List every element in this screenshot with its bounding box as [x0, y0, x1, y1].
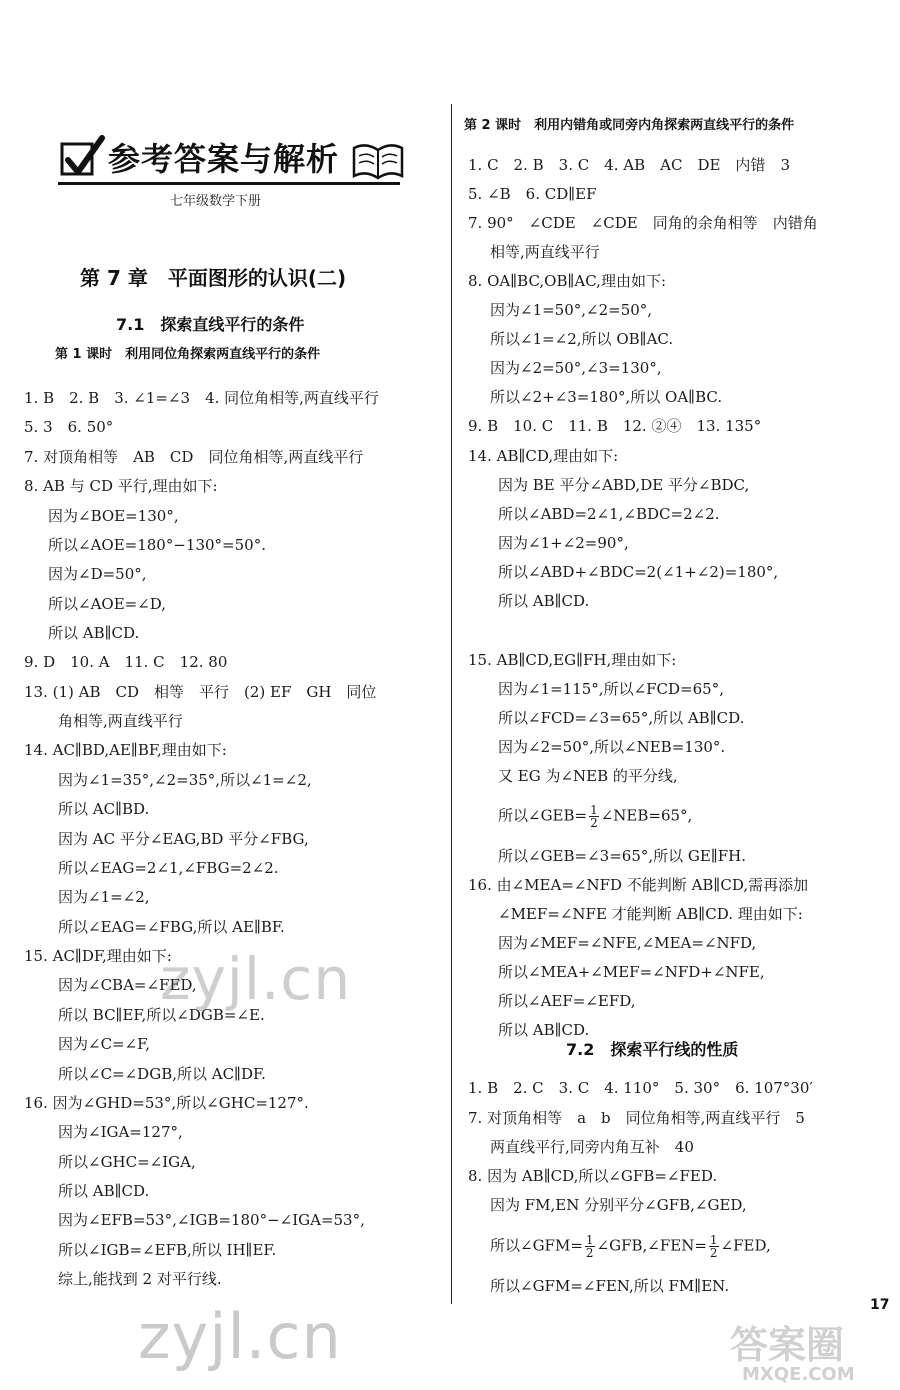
- answer-line: 因为∠EFB=53°,∠IGB=180°−∠IGA=53°,: [58, 1211, 365, 1229]
- answer-line: 16. 由∠MEA=∠NFD 不能判断 AB∥CD,需再添加: [468, 876, 809, 894]
- answer-line: 因为∠1=∠2,: [58, 888, 150, 906]
- answer-line: 15. AB∥CD,EG∥FH,理由如下:: [468, 651, 677, 669]
- answer-line: 因为∠1=35°,∠2=35°,所以∠1=∠2,: [58, 771, 312, 789]
- chapter-title: 第 7 章 平面图形的认识(二): [80, 266, 347, 290]
- answer-line: 14. AB∥CD,理由如下:: [468, 447, 619, 465]
- answer-line: 因为 BE 平分∠ABD,DE 平分∠BDC,: [498, 476, 750, 494]
- answer-line: 所以 AB∥CD.: [498, 592, 590, 610]
- answer-line: 13. (1) AB CD 相等 平行 (2) EF GH 同位: [24, 683, 377, 701]
- watermark-mid: zyjl.cn: [160, 945, 352, 1013]
- answer-line: 1. B 2. B 3. ∠1=∠3 4. 同位角相等,两直线平行: [24, 389, 379, 407]
- answer-line: 所以∠AEF=∠EFD,: [498, 992, 636, 1010]
- answer-line: 所以∠1=∠2,所以 OB∥AC.: [490, 330, 674, 348]
- answer-line: 因为∠2=50°,所以∠NEB=130°.: [498, 738, 726, 756]
- lesson-title-2: 第 2 课时 利用内错角或同旁内角探索两直线平行的条件: [464, 118, 795, 133]
- answer-line: 8. OA∥BC,OB∥AC,理由如下:: [468, 272, 666, 290]
- answer-line: 因为∠CBA=∠FED,: [58, 976, 197, 994]
- brand-watermark: [722, 1322, 892, 1384]
- answer-line: 综上,能找到 2 对平行线.: [58, 1270, 222, 1288]
- answer-line: 所以∠IGB=∠EFB,所以 IH∥EF.: [58, 1241, 277, 1259]
- watermark-bottom: zyjl.cn: [138, 1300, 342, 1373]
- answer-line: 所以∠FCD=∠3=65°,所以 AB∥CD.: [498, 709, 745, 727]
- answer-line: 因为∠D=50°,: [48, 565, 147, 583]
- answer-line: 所以∠ABD+∠BDC=2(∠1+∠2)=180°,: [498, 563, 779, 581]
- fraction-half: [585, 1234, 595, 1259]
- answer-line: 所以∠AOE=∠D,: [48, 595, 167, 613]
- answer-line: 9. D 10. A 11. C 12. 80: [24, 653, 228, 671]
- fraction-denominator: 2: [709, 1246, 718, 1260]
- answer-line: 两直线平行,同旁内角互补 40: [490, 1138, 694, 1156]
- answer-line: 所以 BC∥EF,所以∠DGB=∠E.: [58, 1006, 265, 1024]
- lesson-title-1: 第 1 课时 利用同位角探索两直线平行的条件: [55, 347, 321, 362]
- answer-line: 7. 对顶角相等 a b 同位角相等,两直线平行 5: [468, 1109, 805, 1127]
- answer-line-fraction: [490, 1234, 771, 1259]
- fraction-denominator: 2: [590, 816, 598, 830]
- answer-line: 所以∠EAG=2∠1,∠FBG=2∠2.: [58, 859, 279, 877]
- answer-line: 因为∠1=115°,所以∠FCD=65°,: [498, 680, 724, 698]
- checkmark-icon: [58, 134, 106, 182]
- answer-line: 所以∠C=∠DGB,所以 AC∥DF.: [58, 1065, 266, 1083]
- answer-line: 1. C 2. B 3. C 4. AB AC DE 内错 3: [468, 156, 790, 174]
- answer-text: ∠NEB=65°,: [600, 806, 693, 825]
- fraction-numerator: 1: [585, 1233, 594, 1247]
- answer-line: 角相等,两直线平行: [58, 712, 183, 730]
- answer-line: 所以 AB∥CD.: [58, 1182, 150, 1200]
- answer-line: 因为 FM,EN 分别平分∠GFB,∠GED,: [490, 1196, 747, 1214]
- section-title-7-1: 7.1 探索直线平行的条件: [116, 315, 305, 334]
- page-number: 17: [870, 1297, 890, 1313]
- fraction-denominator: 2: [585, 1246, 594, 1260]
- answer-line: 所以∠GFM=∠FEN,所以 FM∥EN.: [490, 1277, 730, 1295]
- answer-line: 15. AC∥DF,理由如下:: [24, 947, 172, 965]
- answer-line: 所以∠EAG=∠FBG,所以 AE∥BF.: [58, 918, 285, 936]
- answer-line: 所以∠MEA+∠MEF=∠NFD+∠NFE,: [498, 963, 765, 981]
- answer-line: 16. 因为∠GHD=53°,所以∠GHC=127°.: [24, 1094, 309, 1112]
- answer-line: 因为∠MEF=∠NFE,∠MEA=∠NFD,: [498, 934, 757, 952]
- answer-line: 所以∠AOE=180°−130°=50°.: [48, 536, 266, 554]
- answer-line: ∠MEF=∠NFE 才能判断 AB∥CD. 理由如下:: [498, 905, 803, 923]
- answer-line: 相等,两直线平行: [490, 243, 600, 261]
- answer-line: 又 EG 为∠NEB 的平分线,: [498, 767, 678, 785]
- answer-line: 1. B 2. C 3. C 4. 110° 5. 30° 6. 107°30′: [468, 1079, 813, 1097]
- answer-line: 所以∠ABD=2∠1,∠BDC=2∠2.: [498, 505, 720, 523]
- answer-text: 所以∠GFM=: [490, 1236, 583, 1255]
- answer-line: 所以∠GHC=∠IGA,: [58, 1153, 196, 1171]
- brand-watermark-url: MXQE.COM: [742, 1364, 855, 1384]
- answer-line: 因为∠1=50°,∠2=50°,: [490, 301, 653, 319]
- header-title: 参考答案与解析: [108, 140, 340, 178]
- answer-line: 8. 因为 AB∥CD,所以∠GFB=∠FED.: [468, 1167, 718, 1185]
- answer-line: 所以∠2+∠3=180°,所以 OA∥BC.: [490, 388, 723, 406]
- answer-line: 所以 AB∥CD.: [48, 624, 140, 642]
- answer-line: 因为 AC 平分∠EAG,BD 平分∠FBG,: [58, 830, 309, 848]
- answer-line: 9. B 10. C 11. B 12. ②④ 13. 135°: [468, 417, 762, 435]
- answer-line: 所以∠GEB=∠3=65°,所以 GE∥FH.: [498, 847, 747, 865]
- header-subtitle: 七年级数学下册: [170, 194, 262, 209]
- answer-text: 所以∠GEB=: [498, 806, 588, 825]
- section-title-7-2: 7.2 探索平行线的性质: [566, 1040, 739, 1059]
- fraction-numerator: 1: [590, 803, 598, 817]
- header-logo: [58, 130, 403, 188]
- answer-line: 因为∠BOE=130°,: [48, 507, 179, 525]
- answer-line: 7. 对顶角相等 AB CD 同位角相等,两直线平行: [24, 448, 364, 466]
- answer-line: 因为∠C=∠F,: [58, 1035, 151, 1053]
- brand-watermark-title: 答案圈: [730, 1323, 845, 1367]
- answer-line: 5. ∠B 6. CD∥EF: [468, 185, 597, 203]
- column-divider: [451, 104, 452, 1304]
- open-book-icon: [350, 136, 406, 182]
- header-rule: [58, 182, 400, 185]
- answer-line: 所以 AC∥BD.: [58, 800, 150, 818]
- answer-line: 因为∠2=50°,∠3=130°,: [490, 359, 662, 377]
- answer-text: ∠GFB,∠FEN=: [596, 1236, 707, 1255]
- answer-line: 因为∠1+∠2=90°,: [498, 534, 629, 552]
- answer-line: 7. 90° ∠CDE ∠CDE 同角的余角相等 内错角: [468, 214, 818, 232]
- fraction-numerator: 1: [709, 1233, 718, 1247]
- fraction-half: [589, 804, 599, 829]
- answer-text: ∠FED,: [720, 1236, 771, 1255]
- answer-line-fraction: [498, 804, 692, 829]
- answer-line: 8. AB 与 CD 平行,理由如下:: [24, 477, 218, 495]
- answer-line: 5. 3 6. 50°: [24, 418, 114, 436]
- answer-line: 所以 AB∥CD.: [498, 1021, 590, 1039]
- answer-line: 14. AC∥BD,AE∥BF,理由如下:: [24, 741, 227, 759]
- answer-line: 因为∠IGA=127°,: [58, 1123, 183, 1141]
- fraction-half: [709, 1234, 719, 1259]
